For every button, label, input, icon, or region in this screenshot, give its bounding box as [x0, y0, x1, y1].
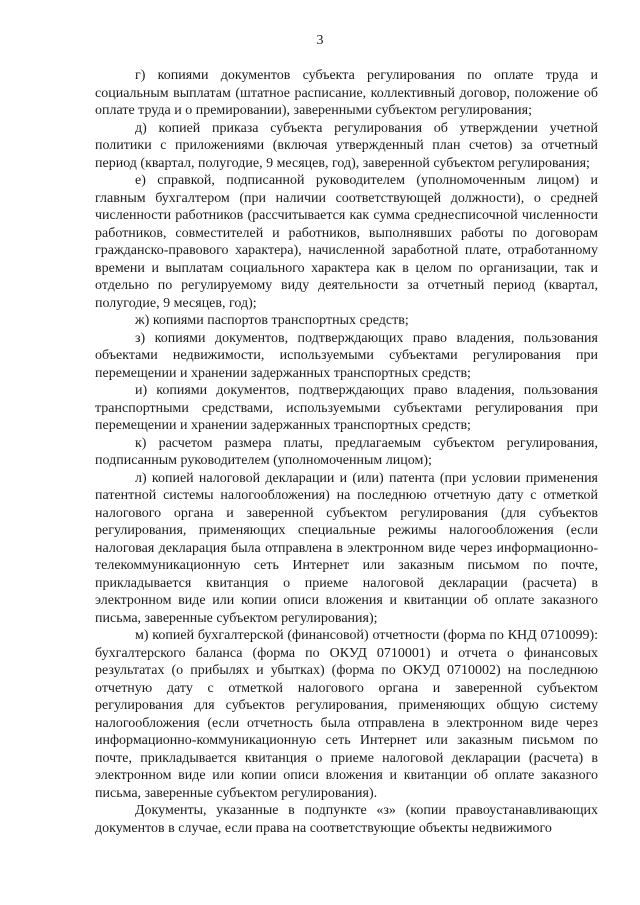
paragraph-k: к) расчетом размера платы, предлагаемым субъектом регулирования, подписанным руководителем (уполномоченным лицом); [95, 435, 598, 468]
paragraph-z: з) копиями документов, подтверждающих право владения, пользования объектами недвижимости, используемыми субъектами регулирования при перемещении и хранении задержанных транспортных средств; [95, 330, 598, 381]
paragraph-zh: ж) копиями паспортов транспортных средств; [135, 313, 409, 328]
paragraph-documents: Документы, указанные в подпункте «з» (копии правоустанавливающих документов в случае, если права на соответствующие объекты недвижимого [95, 803, 598, 836]
paragraph-i: и) копиями документов, подтверждающих право владения, пользования транспортными средствами, используемыми субъектами регулирования при перемещении и хранении задержанных транспортных средств; [95, 383, 598, 433]
paragraph-m: м) копией бухгалтерской (финансовой) отчетности (форма по КНД 0710099): бухгалтерского баланса (форма по ОКУД 0710001) и отчета о финансовых результатах (о прибылях и убытках) (форма по ОКУД 0710002) на последнюю отчетную дату с отметкой налогового органа и заверенной субъектом регулирования для субъектов регулирования, применяющих общую систему налогообложения (если отчетность была отправлена в электронном виде через информационно-коммуникационную сеть Интернет или заказным письмом по почте, прикладывается квитанция о приеме налоговой декларации (расчета) в электронном виде или копии описи вложения и квитанции об оплате заказного письма, заверенные субъектом регулирования). [95, 628, 598, 801]
paragraph-g: г) копиями документов субъекта регулирования по оплате труда и социальным выплатам (штатное расписание, коллективный договор, положение об оплате труда и о премировании), заверенными субъектом регулирования; [95, 68, 598, 118]
paragraph-e: е) справкой, подписанной руководителем (уполномоченным лицом) и главным бухгалтером (при наличии соответствующей должности), о средней численности работников (рассчитывается как сумма среднесписочной численности работников, совместителей и работников, выполнявших работы по договорам гражданско-правового характера), начисленной заработной плате, отработанному времени и выплатам социального характера как в целом по организации, так и отдельно по регулируемому виду деятельности за отчетный период (квартал, полугодие, 9 месяцев, год); [95, 173, 598, 311]
paragraph-l: л) копией налоговой декларации и (или) патента (при условии применения патентной системы налогообложения) на последнюю отчетную дату с отметкой налогового органа и заверенной субъектом регулирования (для субъектов регулирования, применяющих специальные режимы налогообложения (если налоговая декларация была отправлена в электронном виде через информационно-телекоммуникационную сеть Интернет или заказным письмом по почте, прикладывается квитанция о приеме налоговой декларации (расчета) в электронном виде или копии описи вложения и квитанции об оплате заказного письма, заверенные субъектом регулирования); [95, 470, 598, 626]
paragraph-d: д) копией приказа субъекта регулирования об утверждении учетной политики с приложениями (включая утвержденный план счетов) за отчетный период (квартал, полугодие, 9 месяцев, год), заверенной субъектом регулирования; [95, 120, 598, 171]
page-number: 3 [316, 33, 324, 48]
document-body [95, 67, 598, 837]
